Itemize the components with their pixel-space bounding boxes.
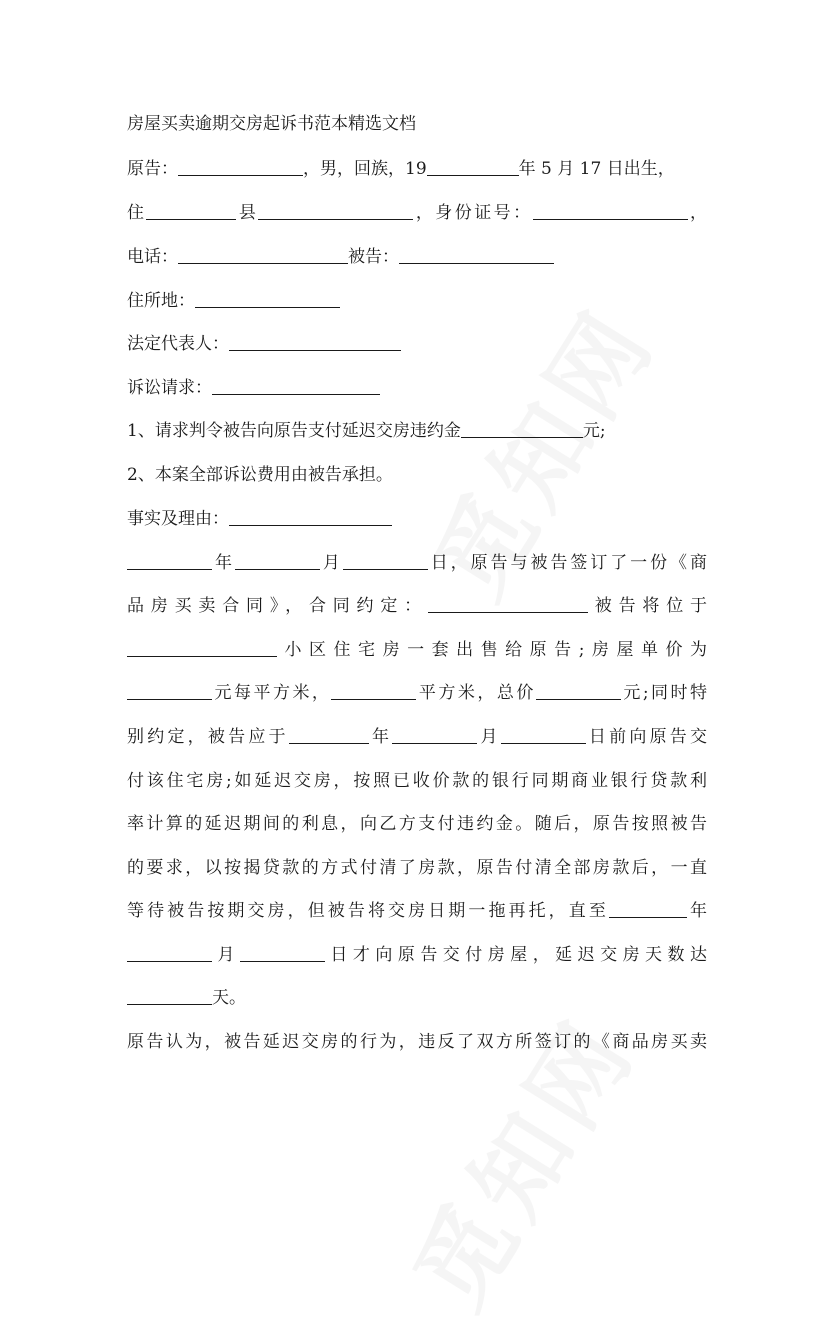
blank-field bbox=[195, 289, 340, 308]
blank-field bbox=[533, 201, 688, 220]
plaintiff-line: 原告： ，男，回族，19 年 5 月 17 日出生， bbox=[127, 159, 675, 179]
blank-field bbox=[428, 594, 588, 613]
blank-field bbox=[127, 638, 277, 657]
blank-field bbox=[229, 332, 401, 351]
blank-field bbox=[127, 986, 212, 1005]
opinion-line: 原告认为，被告延迟交房的行为，违反了双方所签订的《商品房买卖 bbox=[127, 1032, 707, 1052]
blank-field bbox=[127, 681, 212, 700]
blank-field bbox=[240, 943, 325, 962]
facts-line-10: 月 日才向原告交付房屋，延迟交房天数达 bbox=[127, 942, 707, 968]
blank-field bbox=[178, 157, 303, 176]
blank-field bbox=[289, 725, 369, 744]
phone-defendant-line: 电话： 被告： bbox=[127, 244, 707, 270]
blank-field bbox=[392, 725, 477, 744]
facts-line-9: 等待被告按期交房，但被告将交房日期一拖再托，直至 年 bbox=[127, 901, 708, 921]
blank-field bbox=[331, 681, 416, 700]
facts-line-5: 别约定，被告应于 年 月 日前向原告交 bbox=[127, 727, 708, 747]
blank-field bbox=[609, 899, 687, 918]
facts-line-7: 率计算的延迟期间的利息，向乙方支付违约金。随后，原告按照被告 bbox=[127, 814, 707, 834]
blank-field bbox=[127, 943, 212, 962]
blank-field bbox=[212, 376, 380, 395]
blank-field bbox=[178, 245, 348, 264]
residence-line: 住 县 ，身份证号： ， bbox=[127, 203, 708, 223]
facts-line-2: 品房买卖合同》，合同约定： 被告将位于 bbox=[127, 596, 708, 616]
blank-field bbox=[427, 157, 519, 176]
blank-field bbox=[235, 551, 320, 570]
blank-field bbox=[536, 681, 621, 700]
facts-line-8: 的要求，以按揭贷款的方式付清了房款，原告付清全部房款后，一直 bbox=[127, 858, 707, 878]
claims-label-line: 诉讼请求： bbox=[127, 375, 707, 401]
facts-line-1: 年 月 日，原告与被告签订了一份《商 bbox=[127, 550, 707, 576]
claim-item-1: 1、请求判令被告向原告支付延迟交房违约金 元; bbox=[127, 421, 606, 441]
blank-field bbox=[501, 725, 586, 744]
facts-line-3: 小区住宅房一套出售给原告;房屋单价为 bbox=[127, 637, 707, 663]
document-title: 房屋买卖逾期交房起诉书范本精选文档 bbox=[127, 114, 416, 134]
blank-field bbox=[343, 551, 428, 570]
blank-field bbox=[461, 419, 583, 438]
claim-item-2: 2、本案全部诉讼费用由被告承担。 bbox=[127, 465, 393, 485]
blank-field bbox=[146, 201, 236, 220]
facts-label-line: 事实及理由： bbox=[127, 506, 707, 532]
facts-line-11: 天。 bbox=[127, 985, 707, 1011]
blank-field bbox=[229, 507, 392, 526]
facts-line-6: 付该住宅房;如延迟交房，按照已收价款的银行同期商业银行贷款利 bbox=[127, 771, 707, 791]
blank-field bbox=[399, 245, 554, 264]
address-line: 住所地： bbox=[127, 288, 707, 314]
blank-field bbox=[127, 551, 212, 570]
blank-field bbox=[258, 201, 413, 220]
legal-rep-line: 法定代表人： bbox=[127, 331, 707, 357]
facts-line-4: 元每平方米， 平方米，总价 元;同时特 bbox=[127, 680, 707, 706]
